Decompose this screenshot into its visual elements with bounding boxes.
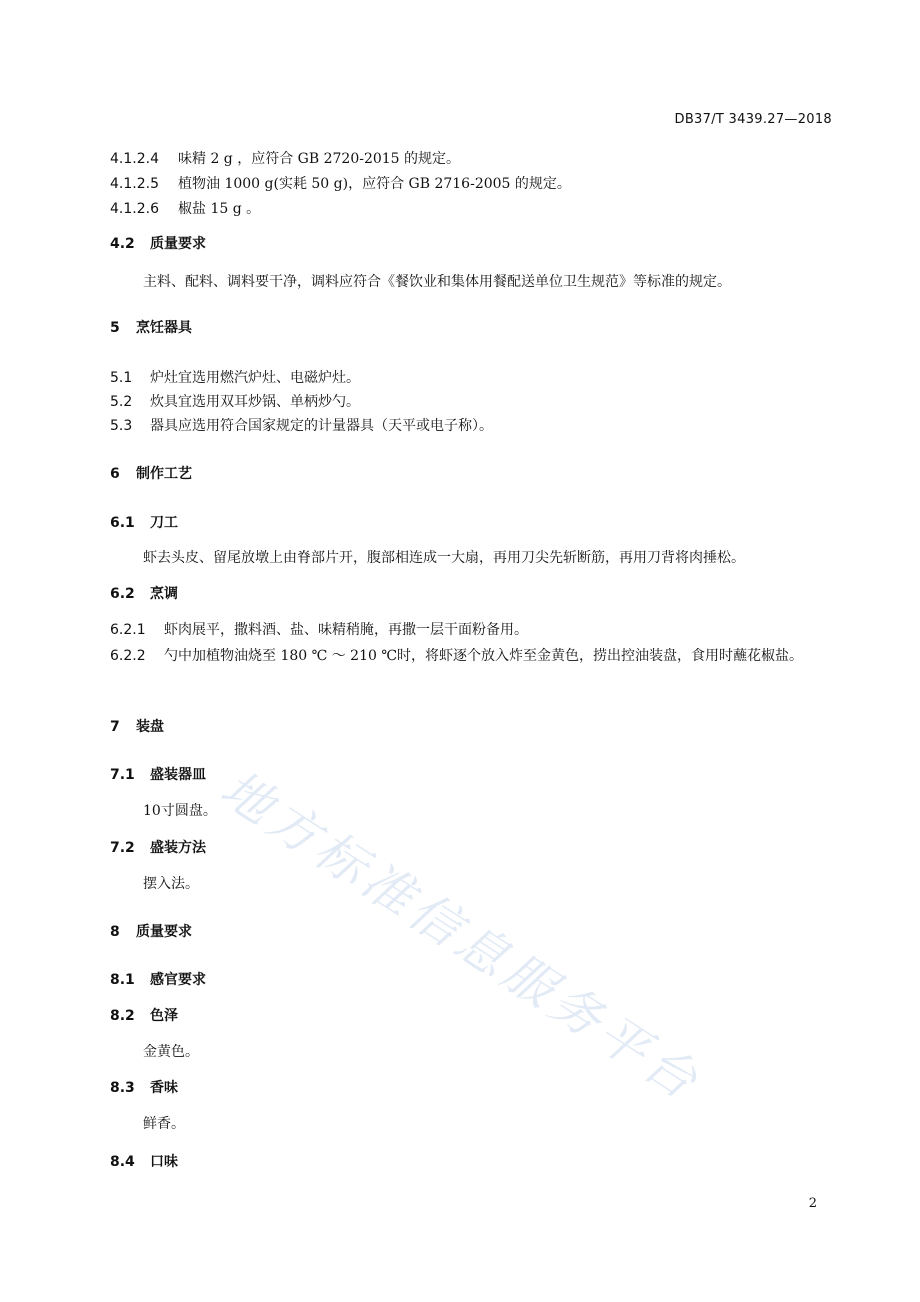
section-number: 6.2 bbox=[110, 586, 135, 602]
section-7-1-heading bbox=[110, 764, 834, 786]
chapter-number: 7 bbox=[110, 719, 120, 735]
clause-number: 6.2.2 bbox=[110, 648, 146, 664]
clause-6-2-2 bbox=[110, 644, 834, 669]
clause-text: 植物油 1000 g(实耗 50 g)，应符合 GB 2716-2005 的规定。 bbox=[178, 176, 571, 192]
clause-4-1-2-6 bbox=[110, 198, 834, 220]
clause-number: 6.2.1 bbox=[110, 622, 146, 638]
section-title: 口味 bbox=[150, 1154, 178, 1170]
clause-number: 5.2 bbox=[110, 394, 133, 410]
chapter-number: 8 bbox=[110, 924, 120, 940]
section-title: 烹调 bbox=[150, 586, 178, 602]
chapter-title: 制作工艺 bbox=[136, 466, 192, 482]
clause-number: 4.1.2.6 bbox=[110, 201, 159, 217]
clause-text: 炊具宜选用双耳炒锅、单柄炒勺。 bbox=[150, 394, 360, 410]
chapter-5-heading bbox=[110, 317, 834, 339]
clause-4-1-2-4 bbox=[110, 148, 834, 170]
page-number: 2 bbox=[808, 1196, 817, 1211]
paragraph-knife-work: 虾去头皮、留尾放墩上由脊部片开，腹部相连成一大扇，再用刀尖先斩断筋，再用刀背将肉捶松。 bbox=[143, 550, 745, 566]
watermark-text: 地方标准信息服务平台 bbox=[210, 759, 712, 1113]
clause-5-2 bbox=[110, 391, 834, 413]
clause-text: 虾肉展平，撒料酒、盐、味精稍腌，再撒一层干面粉备用。 bbox=[164, 622, 528, 638]
clause-text: 勺中加植物油烧至 180 ℃ ～ 210 ℃时，将虾逐个放入炸至金黄色，捞出控油装盘，食用时蘸花椒盐。 bbox=[164, 648, 804, 664]
clause-text: 器具应选用符合国家规定的计量器具（天平或电子称）。 bbox=[150, 418, 493, 434]
clause-5-1 bbox=[110, 367, 834, 389]
section-title: 刀工 bbox=[150, 515, 178, 531]
section-title: 盛装方法 bbox=[150, 840, 206, 856]
chapter-title: 烹饪器具 bbox=[136, 320, 192, 336]
section-8-4-heading bbox=[110, 1151, 834, 1173]
section-title: 盛装器皿 bbox=[150, 767, 206, 783]
section-title: 香味 bbox=[150, 1080, 178, 1096]
clause-number: 5.1 bbox=[110, 370, 133, 386]
section-6-1-heading bbox=[110, 512, 834, 534]
chapter-6-heading bbox=[110, 463, 834, 485]
clause-text: 味精 2 g ，应符合 GB 2720-2015 的规定。 bbox=[178, 151, 461, 167]
chapter-number: 6 bbox=[110, 466, 120, 482]
chapter-title: 装盘 bbox=[136, 719, 164, 735]
section-number: 7.1 bbox=[110, 767, 135, 783]
clause-5-3 bbox=[110, 415, 834, 437]
paragraph-color: 金黄色。 bbox=[143, 1044, 199, 1060]
section-number: 8.4 bbox=[110, 1154, 135, 1170]
section-7-2-heading bbox=[110, 837, 834, 859]
section-title: 感官要求 bbox=[150, 972, 206, 988]
section-number: 4.2 bbox=[110, 236, 135, 252]
paragraph-plating-method: 摆入法。 bbox=[143, 876, 199, 892]
chapter-7-heading bbox=[110, 716, 834, 738]
section-number: 6.1 bbox=[110, 515, 135, 531]
section-number: 8.2 bbox=[110, 1008, 135, 1024]
section-8-2-heading bbox=[110, 1005, 834, 1027]
section-title: 质量要求 bbox=[150, 236, 206, 252]
section-number: 8.3 bbox=[110, 1080, 135, 1096]
paragraph-plate: 10寸圆盘。 bbox=[143, 803, 217, 819]
section-number: 8.1 bbox=[110, 972, 135, 988]
clause-6-2-1 bbox=[110, 619, 834, 641]
clause-number: 4.1.2.5 bbox=[110, 176, 159, 192]
section-4-2-heading bbox=[110, 233, 834, 255]
section-title: 色泽 bbox=[150, 1008, 178, 1024]
chapter-title: 质量要求 bbox=[136, 924, 192, 940]
paragraph-aroma: 鲜香。 bbox=[143, 1116, 185, 1132]
chapter-number: 5 bbox=[110, 320, 120, 336]
section-8-3-heading bbox=[110, 1077, 834, 1099]
clause-number: 4.1.2.4 bbox=[110, 151, 159, 167]
section-8-1-heading bbox=[110, 969, 834, 991]
paragraph-quality: 主料、配料、调料要干净，调料应符合《餐饮业和集体用餐配送单位卫生规范》等标准的规定。 bbox=[143, 274, 731, 290]
clause-text: 椒盐 15 g 。 bbox=[178, 201, 261, 217]
clause-number: 5.3 bbox=[110, 418, 133, 434]
document-code: DB37/T 3439.27—2018 bbox=[674, 112, 832, 127]
chapter-8-heading bbox=[110, 921, 834, 943]
clause-4-1-2-5 bbox=[110, 173, 834, 195]
clause-text: 炉灶宜选用燃汽炉灶、电磁炉灶。 bbox=[150, 370, 360, 386]
section-number: 7.2 bbox=[110, 840, 135, 856]
section-6-2-heading bbox=[110, 583, 834, 605]
